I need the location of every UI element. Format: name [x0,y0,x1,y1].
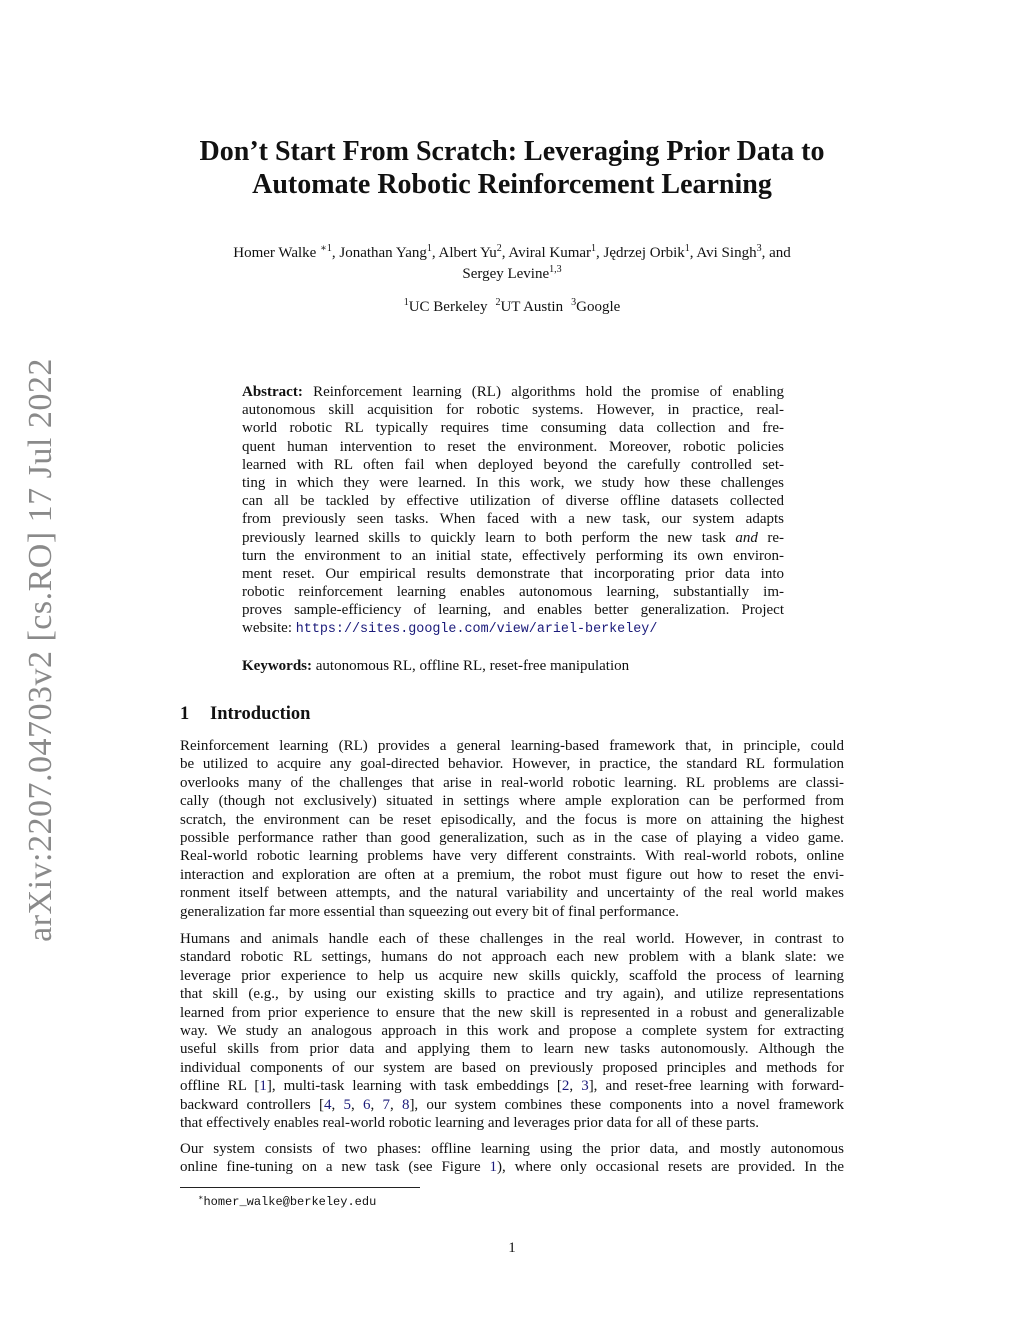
section-heading-introduction [180,704,310,725]
keywords [242,657,784,675]
paragraph-line: Reinforcement learning (RL) provides a general learning-based framework that, in principle, could [180,738,844,754]
project-website-link[interactable]: https://sites.google.com/view/ariel-berkeley/ [295,622,658,638]
title-line-2: Automate Robotic Reinforcement Learning [252,169,772,200]
author-affiliation-mark: 3 [756,243,762,254]
intro-paragraph-3 [180,1140,844,1177]
abstract-line: learned with RL often fail when deployed beyond the carefully controlled set- [242,456,784,473]
paragraph-line: useful skills from prior data and applying them to learn new tasks autonomously. Although the [180,1041,844,1058]
paragraph-line: way. We study an analogous approach in this work and propose a complete system for extracting [180,1022,844,1039]
affiliation-name: UC Berkeley [408,299,488,315]
affiliations [180,297,844,317]
keywords-label: Keywords: [242,658,312,674]
paragraph-line: interaction and exploration are often at a premium, the robot must figure out how to reset the envi- [180,866,844,883]
paragraph-line: scratch, the environment can be reset episodically, and the focus is more on attaining the highest [180,811,844,828]
abstract-line: Abstract: Reinforcement learning (RL) algorithms hold the promise of enabling [242,384,784,400]
citation-link[interactable]: 3 [581,1078,589,1095]
abstract-line: previously learned skills to quickly learn to both perform the new task and re- [242,529,784,546]
paragraph-line: Real-world robotic learning problems have very different constraints. With real-world robots, online [180,848,844,865]
paragraph-line: be utilized to acquire any goal-directed behavior. However, in practice, the standard RL formulation [180,756,844,773]
author-affiliation-mark: 1 [684,243,690,254]
paragraph-line: Our system consists of two phases: offline learning using the prior data, and mostly autonomous [180,1141,844,1157]
paragraph-line: learned from prior experience to ensure that the new skill is represented in a robust and generalizable [180,1004,844,1021]
footnote-mark: ∗ [198,1193,204,1202]
paragraph-line: individual components of our system are based on previously proposed principles and methods for [180,1059,844,1076]
author-affiliation-mark: 1,3 [549,264,562,275]
affiliation-mark: 1 [403,297,409,308]
citation-link[interactable]: 2 [561,1078,570,1095]
paragraph-line: that skill (e.g., by using our existing skills to practice and try again), and utilize representations [180,986,844,1003]
author-name: , Avi Singh [689,245,757,261]
author-affiliation-mark: 1 [426,243,432,254]
abstract-line: ting in which they were learned. In this work, we study how these challenges [242,474,784,491]
author-affiliation-mark: 2 [496,243,502,254]
abstract-line: turn the environment to an initial state, effectively performing its own environ- [242,547,784,564]
abstract-line: website: https://sites.google.com/view/ariel-berkeley/ [242,620,658,638]
citation-link[interactable]: 5 [343,1096,351,1113]
abstract-line: world robotic RL typically requires time consuming data collection and fre- [242,420,784,437]
author-affiliation-mark: 1 [591,243,597,254]
abstract-line: from previously seen tasks. When faced with a new task, our system adapts [242,511,784,528]
author-conjunction: , and [761,245,791,261]
paragraph-line: possible performance rather than good generalization, such as in the case of playing a video game. [180,829,844,846]
paragraph-line: ronment itself between attempts, and the natural variability and uncertainty of the real world makes [180,885,844,902]
paragraph-line: generalization far more essential than squeezing out every bit of final performance. [180,903,679,920]
figure-reference-link[interactable]: 1 [489,1159,498,1176]
abstract-line: proves sample-efficiency of learning, and enables better generalization. Project [242,602,784,619]
author-name: Sergey Levine [462,266,550,282]
citation-link[interactable]: 7 [382,1096,390,1113]
author-name: , Aviral Kumar [501,245,592,261]
paragraph-line: Humans and animals handle each of these challenges in the real world. However, in contrast to [180,931,844,947]
title-line-1: Don’t Start From Scratch: Leveraging Prior Data to [199,136,825,167]
citation-link[interactable]: 1 [259,1078,267,1095]
paragraph-line: cally (though not exclusively) situated in settings where ample exploration can be performed from [180,793,844,810]
abstract-label: Abstract: [242,384,303,400]
paragraph-line: offline RL [1], multi-task learning with task embeddings [2, 3], and reset-free learning with forward- [180,1078,845,1095]
abstract [242,383,784,638]
paragraph-line: backward controllers [4, 5, 6, 7, 8], our system combines these components into a novel framework [180,1096,844,1113]
citation-link[interactable]: 8 [401,1096,410,1113]
author-name: Homer Walke [233,245,321,261]
author-affiliation-mark: ∗1 [320,243,332,254]
paragraph-line: overlooks many of the challenges that arise in real-world robotic learning. RL problems are classi- [180,774,844,791]
arxiv-identifier-stamp [20,360,62,940]
author-list [180,243,844,285]
footnote [198,1193,376,1209]
citation-link[interactable]: 4 [323,1096,332,1113]
abstract-emphasis: and [735,529,758,546]
page-number: 1 [508,1240,516,1256]
arxiv-identifier-text: arXiv:2207.04703v2 [cs.RO] 17 Jul 2022 [22,358,59,942]
author-name: , Jonathan Yang [331,245,427,261]
intro-paragraph-2 [180,930,844,1132]
section-title: Introduction [210,704,311,724]
paragraph-line: online fine-tuning on a new task (see Figure 1), where only occasional resets are provided. In the [180,1159,845,1176]
paper-title [150,135,874,201]
affiliation-name: UT Austin [500,299,564,315]
affiliation-name: Google [576,299,621,315]
affiliation-mark: 3 [571,297,577,308]
abstract-line: quent human intervention to reset the environment. Moreover, robotic policies [242,438,784,455]
keywords-text: autonomous RL, offline RL, reset-free manipulation [315,658,630,674]
citation-link[interactable]: 6 [362,1096,371,1113]
paragraph-line: standard robotic RL settings, humans do not approach each new problem with a blank slate: we [180,949,844,966]
footnote-email: homer_walke@berkeley.edu [203,1195,377,1209]
abstract-line: autonomous skill acquisition for robotic systems. However, in practice, real- [242,402,784,419]
section-number: 1 [180,704,190,724]
abstract-line: can all be tackled by effective utilization of diverse offline datasets collected [242,493,784,510]
abstract-line: ment reset. Our empirical results demonstrate that incorporating prior data into [242,565,784,582]
affiliation-mark: 2 [495,297,501,308]
intro-paragraph-1 [180,737,844,921]
abstract-line: robotic reinforcement learning enables autonomous learning, substantially im- [242,584,784,601]
author-name: , Jędrzej Orbik [596,245,685,261]
paragraph-line: leverage prior experience to help us acquire new skills quickly, scaffold the process of learning [180,967,844,984]
paragraph-line: that effectively enables real-world robotic learning and leverages prior data for all of these parts. [180,1114,760,1131]
author-name: , Albert Yu [431,245,497,261]
footnote-divider [180,1187,420,1188]
